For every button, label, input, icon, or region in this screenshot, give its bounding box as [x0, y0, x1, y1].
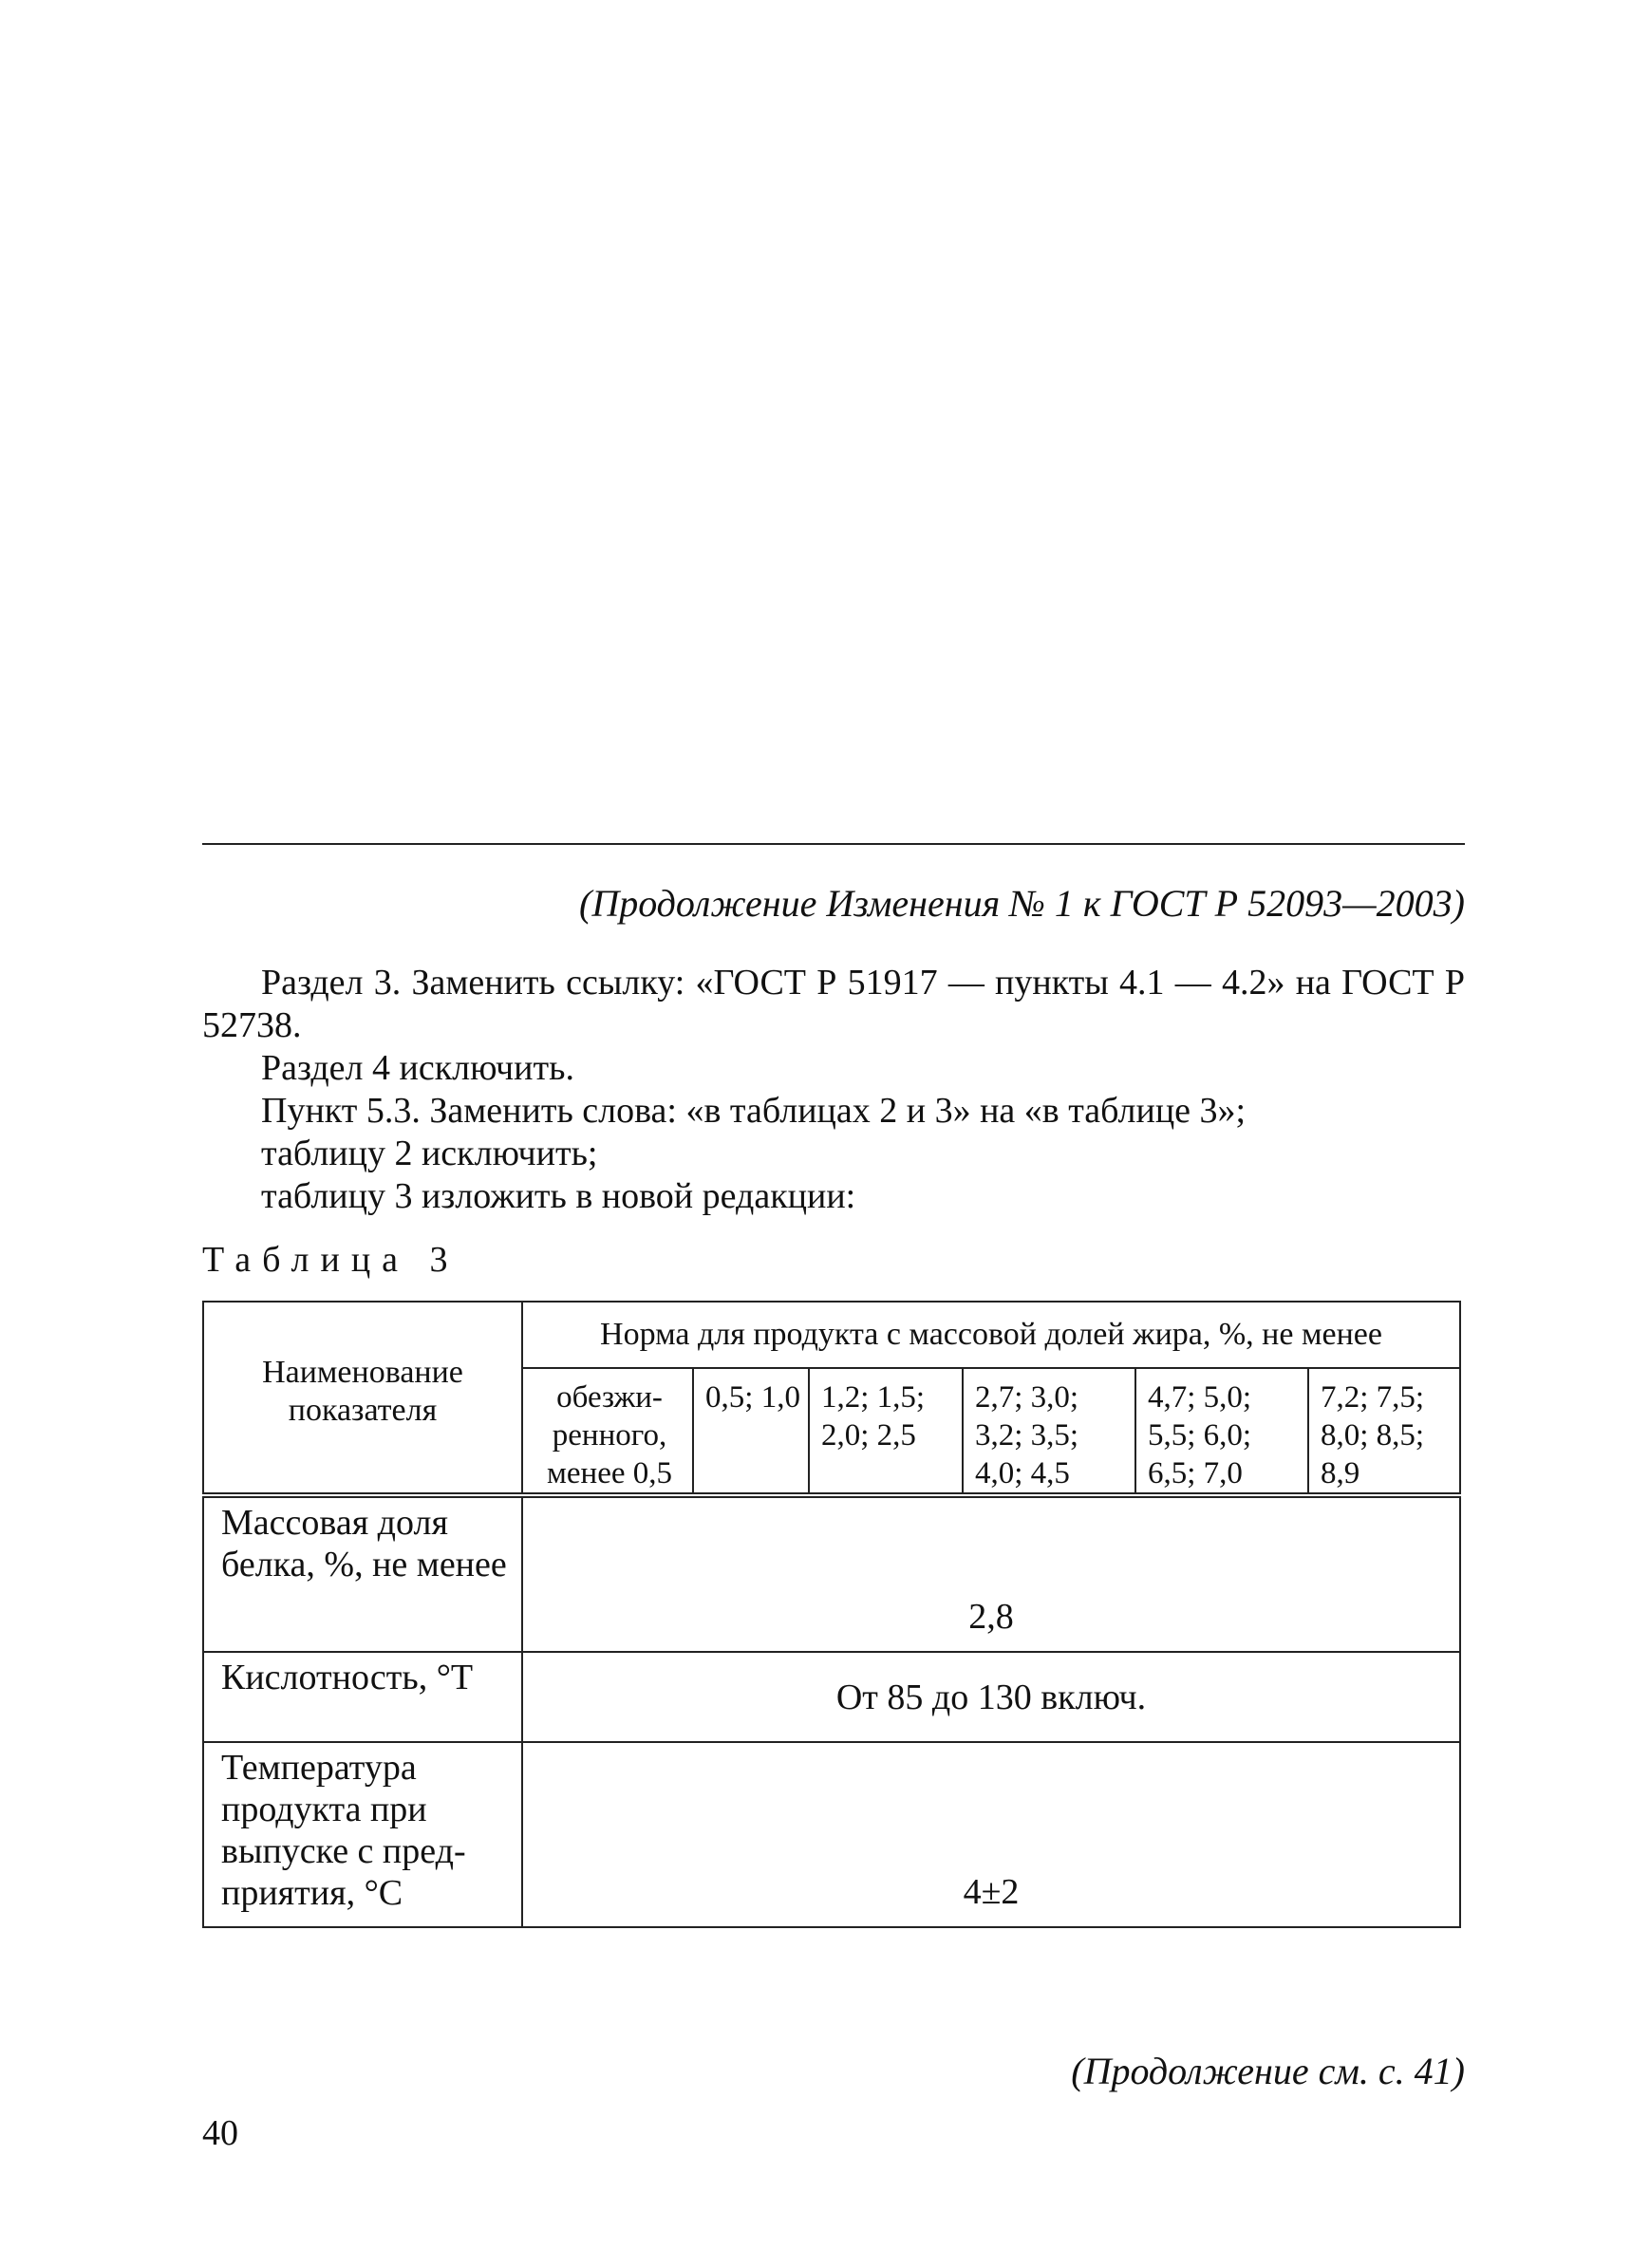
continuation-header: (Продолжение Изменения № 1 к ГОСТ Р 52093—2003)	[579, 882, 1465, 925]
norms-table	[202, 1301, 1461, 1928]
table-row	[203, 1742, 1460, 1927]
paragraph-clause-5-3: Пункт 5.3. Заменить слова: «в таблицах 2 и 3» на «в таблице 3»;	[261, 1091, 1247, 1131]
continuation-footer: (Продолжение см. с. 41)	[1071, 2050, 1465, 2092]
row-name: Массовая доля белка, %, не менее	[203, 1495, 522, 1652]
row-value: 2,8	[522, 1495, 1460, 1652]
paragraph-section-3: Раздел 3. Заменить ссылку: «ГОСТ Р 51917 — пункты 4.1 — 4.2» на ГОСТ Р 52738.	[202, 963, 1465, 1045]
fat-column-header: обезжи-ренного, менее 0,5	[522, 1368, 693, 1495]
paragraph-table-2: таблицу 2 исключить;	[261, 1134, 598, 1173]
row-name: Температура продукта при выпуске с пред-приятия, °С	[203, 1742, 522, 1927]
row-value: От 85 до 130 включ.	[522, 1652, 1460, 1742]
table-header-row	[203, 1302, 1460, 1368]
fat-column-header: 4,7; 5,0; 5,5; 6,0; 6,5; 7,0	[1135, 1368, 1308, 1495]
fat-column-header: 0,5; 1,0	[693, 1368, 809, 1495]
name-column-header: Наименование показателя	[203, 1302, 522, 1495]
paragraph-table-3: таблицу 3 изложить в новой редакции:	[261, 1176, 856, 1216]
fat-column-header: 2,7; 3,0; 3,2; 3,5; 4,0; 4,5	[963, 1368, 1135, 1495]
norm-column-header: Норма для продукта с массовой долей жира, %, не менее	[522, 1302, 1460, 1368]
table-row	[203, 1495, 1460, 1652]
table-row	[203, 1652, 1460, 1742]
paragraph-section-4: Раздел 4 исключить.	[261, 1048, 574, 1088]
page-number: 40	[202, 2113, 238, 2153]
top-rule	[202, 843, 1465, 845]
row-name: Кислотность, °Т	[203, 1652, 522, 1742]
table-caption: Таблица 3	[202, 1240, 459, 1280]
fat-column-header: 7,2; 7,5; 8,0; 8,5; 8,9	[1308, 1368, 1460, 1495]
fat-column-header: 1,2; 1,5; 2,0; 2,5	[809, 1368, 963, 1495]
row-value: 4±2	[522, 1742, 1460, 1927]
